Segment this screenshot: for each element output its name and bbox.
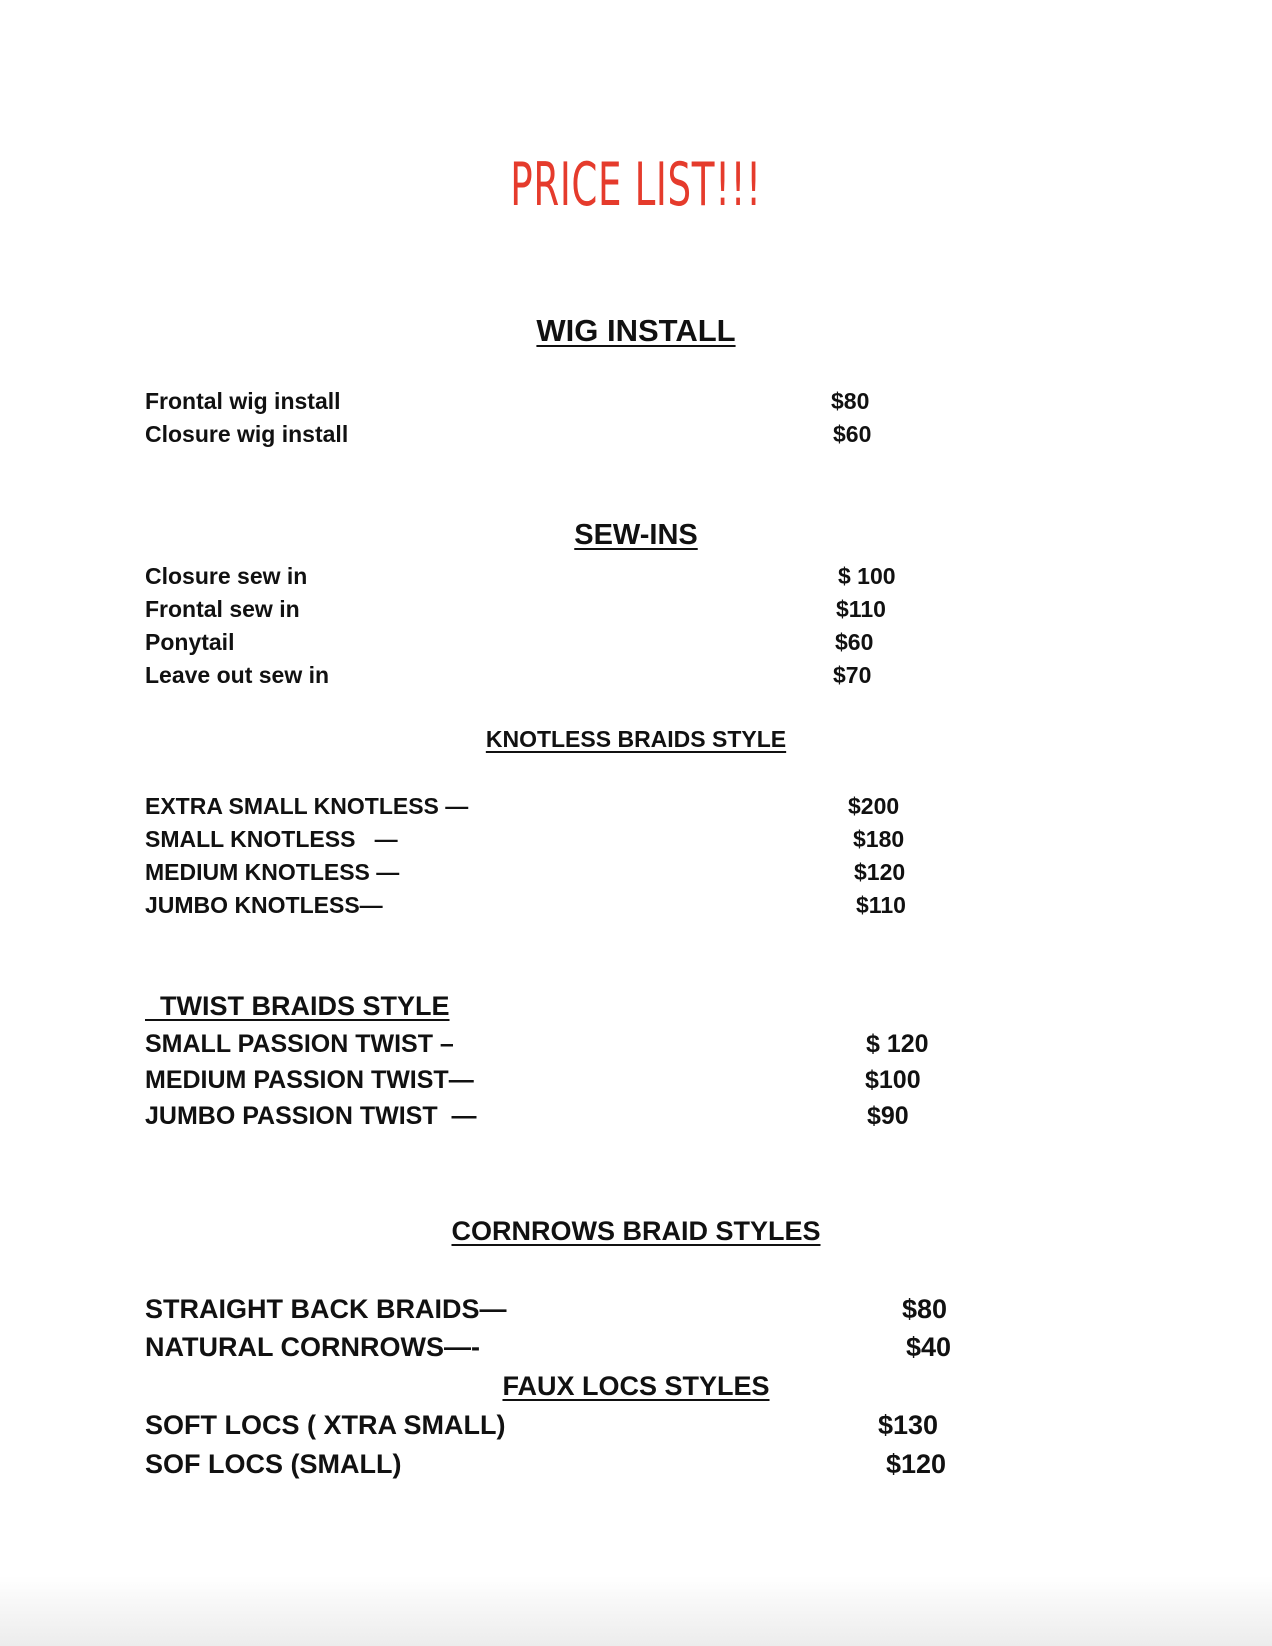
service-price: $120	[886, 1449, 947, 1479]
service-price: $110	[856, 892, 906, 918]
price-row	[145, 421, 1245, 529]
service-name: MEDIUM PASSION TWIST—	[145, 1066, 474, 1094]
service-name: Closure sew in	[145, 563, 308, 589]
price-row	[145, 1449, 1245, 1573]
service-price: $70	[833, 662, 872, 688]
service-name: MEDIUM KNOTLESS —	[145, 859, 400, 885]
section-heading-wig-install: WIG INSTALL	[536, 313, 736, 348]
price-row	[145, 1102, 1245, 1218]
section-heading-sew-ins: SEW-INS	[574, 519, 698, 551]
section-heading-cornrows: CORNROWS BRAID STYLES	[451, 1216, 821, 1246]
service-price: $60	[833, 421, 872, 447]
service-price: $130	[878, 1410, 939, 1440]
service-name: Frontal sew in	[145, 596, 300, 622]
service-name: Closure wig install	[145, 421, 349, 447]
service-name: JUMBO PASSION TWIST —	[145, 1102, 477, 1130]
service-price: $ 120	[866, 1030, 929, 1058]
service-name: STRAIGHT BACK BRAIDS—	[145, 1294, 507, 1324]
service-name: SOFT LOCS ( XTRA SMALL)	[145, 1410, 506, 1440]
service-price: $120	[854, 859, 906, 885]
section-heading-knotless: KNOTLESS BRAIDS STYLE	[485, 726, 787, 752]
price-row	[145, 892, 1245, 1000]
service-price: $40	[906, 1332, 952, 1362]
service-name: Leave out sew in	[145, 662, 330, 688]
service-name: SMALL KNOTLESS —	[145, 826, 398, 852]
service-price: $180	[853, 826, 905, 852]
service-name: JUMBO KNOTLESS—	[145, 892, 383, 918]
service-name: SOF LOCS (SMALL)	[145, 1449, 402, 1479]
service-name: Ponytail	[145, 629, 235, 655]
service-price: $80	[902, 1294, 948, 1324]
service-name: Frontal wig install	[145, 388, 341, 414]
service-price: $100	[865, 1066, 921, 1094]
service-price: $80	[831, 388, 870, 414]
service-price: $60	[835, 629, 874, 655]
service-price: $ 100	[838, 563, 896, 589]
service-price: $200	[848, 793, 900, 819]
service-name: SMALL PASSION TWIST –	[145, 1030, 454, 1058]
service-name: NATURAL CORNROWS—-	[145, 1332, 480, 1362]
service-name: EXTRA SMALL KNOTLESS —	[145, 793, 469, 819]
page-title: PRICE LIST!!!	[510, 150, 762, 220]
section-heading-twist: TWIST BRAIDS STYLE	[145, 991, 450, 1021]
section-heading-faux-locs: FAUX LOCS STYLES	[502, 1371, 770, 1401]
price-row	[145, 662, 1245, 770]
service-price: $110	[836, 596, 886, 622]
service-price: $90	[867, 1102, 909, 1130]
page-bottom-shadow	[0, 1576, 1272, 1646]
